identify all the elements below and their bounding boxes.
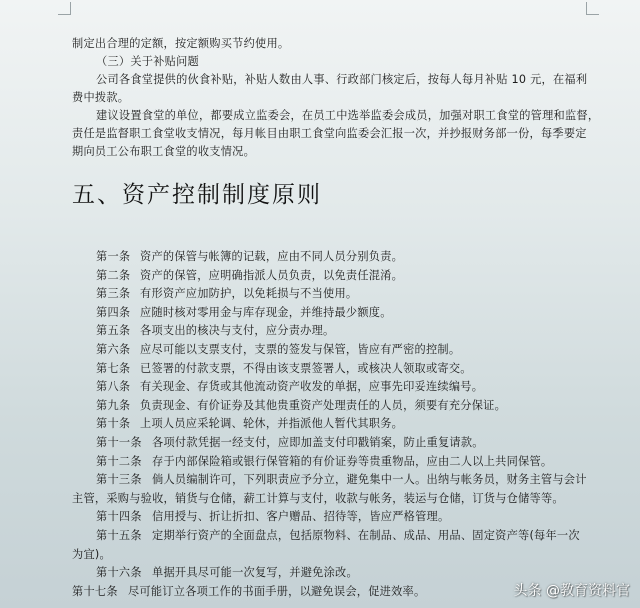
article-text: 已签署的付款支票，不得由该支票签署人，或核决人领取或寄交。 [140, 361, 472, 375]
article-item [96, 398, 506, 414]
article-text: 应随时核对零用金与库存现金，并维持最少额度。 [140, 305, 392, 319]
article-item [96, 416, 403, 432]
article-item [96, 472, 587, 488]
paragraph-committee-line1: 建议设置食堂的单位，都要成立监委会，在员工中选举监委会成员，加强对职工食堂的管理和监督， [96, 109, 600, 122]
article-number: 第十五条 [96, 529, 142, 542]
intro-line: 制定出合理的定额，按定额购买节约使用。 [72, 37, 290, 50]
article-number: 第六条 [96, 343, 131, 356]
paragraph-committee-line2: 责任是监督职工食堂收支情况，每月帐目由职工食堂向监委会汇报一次，并抄报财务部一份，每季要定 [72, 127, 587, 140]
article-text: 资产的保管与帐簿的记载，应由不同人员分别负责。 [140, 250, 404, 263]
article-text: 各项付款凭据一经支付，应即加盖支付印戳销案，防止重复请款。 [152, 436, 484, 449]
page-corner-mark-left [58, 2, 71, 15]
article-number: 第十条 [96, 417, 131, 431]
article-item [96, 361, 472, 377]
article-item [96, 323, 334, 339]
article-item [96, 565, 358, 581]
article-text: 各项支出的核决与支付，应分责办理。 [140, 324, 335, 338]
article-item [96, 454, 552, 470]
paragraph-subsidy-line2: 费中拨款。 [72, 91, 130, 104]
article-text: 尽可能订立各项工作的书面手册，以避免误会，促进效率。 [128, 584, 426, 598]
subheading-subsidy: （三）关于补贴问题 [96, 55, 199, 68]
article-number: 第七条 [96, 361, 131, 375]
article-number: 第二条 [96, 268, 131, 282]
article-item [96, 435, 484, 451]
article-number: 第一条 [96, 250, 131, 263]
article-item [96, 286, 357, 302]
watermark: 头条 @教育资料官 [513, 583, 630, 599]
article-text: 定期举行资产的全面盘点，包括原物料、在制品、成品、用品、固定资产等(每年一次 [152, 529, 580, 542]
paragraph-subsidy-line1: 公司各食堂提供的伙食补贴，补贴人数由人事、行政部门核定后，按每人每月补贴 10 元，在福利 [96, 73, 588, 86]
article-text: 倘人员编制许可，下列职责应予分立，避免集中一人。出纳与帐务员，财务主管与会计 [152, 473, 587, 487]
article-text: 负责现金、有价证券及其他贵重资产处理责任的人员，须要有充分保证。 [140, 398, 507, 412]
article-text: 存于内部保险箱或银行保管箱的有价证券等贵重物品，应由二人以上共同保管。 [152, 454, 553, 468]
article-item [96, 305, 392, 321]
article-number: 第三条 [96, 287, 131, 301]
article-text: 应尽可能以支票支付，支票的签发与保管，皆应有严密的控制。 [140, 343, 461, 356]
article-number: 第十六条 [96, 566, 142, 580]
article-number: 第十三条 [96, 473, 142, 487]
article-number: 第十四条 [96, 510, 142, 524]
paragraph-committee-line3: 期向员工公布职工食堂的收支情况。 [72, 145, 256, 158]
article-number: 第十一条 [96, 436, 142, 449]
article-number: 第八条 [96, 380, 131, 394]
section-title: 五、资产控制制度原则 [72, 182, 322, 208]
article-text: 资产的保管，应明确指派人员负责，以免责任混淆。 [140, 268, 404, 282]
article-item [96, 509, 449, 525]
article-continuation: 为宜)。 [72, 547, 111, 561]
article-number: 第四条 [96, 305, 131, 319]
article-item [96, 342, 460, 358]
article-text: 单据开具尽可能一次复写，并避免涂改。 [152, 566, 358, 580]
article-text: 有关现金、存货或其他流动资产收发的单据，应事先印妥连续编号。 [140, 380, 484, 394]
article-item [72, 584, 425, 600]
article-text: 信用授与、折让折扣、客户赠品、招待等，皆应严格管理。 [152, 510, 450, 524]
article-text: 上项人员应采轮调、轮休，并指派他人暂代其职务。 [140, 417, 404, 431]
article-number: 第十七条 [72, 584, 118, 598]
page-corner-mark-right [586, 2, 599, 15]
article-item [96, 249, 403, 265]
article-number: 第十二条 [96, 454, 142, 468]
article-number: 第九条 [96, 398, 131, 412]
article-text: 有形资产应加防护，以免耗损与不当使用。 [140, 287, 358, 301]
article-item [96, 528, 580, 544]
article-item [96, 268, 403, 284]
article-continuation: 主管，采购与验收，销货与仓储，薪工计算与支付，收款与帐务，装运与仓储，订货与仓储等等。 [72, 491, 564, 505]
article-number: 第五条 [96, 324, 131, 338]
article-item [96, 379, 483, 395]
